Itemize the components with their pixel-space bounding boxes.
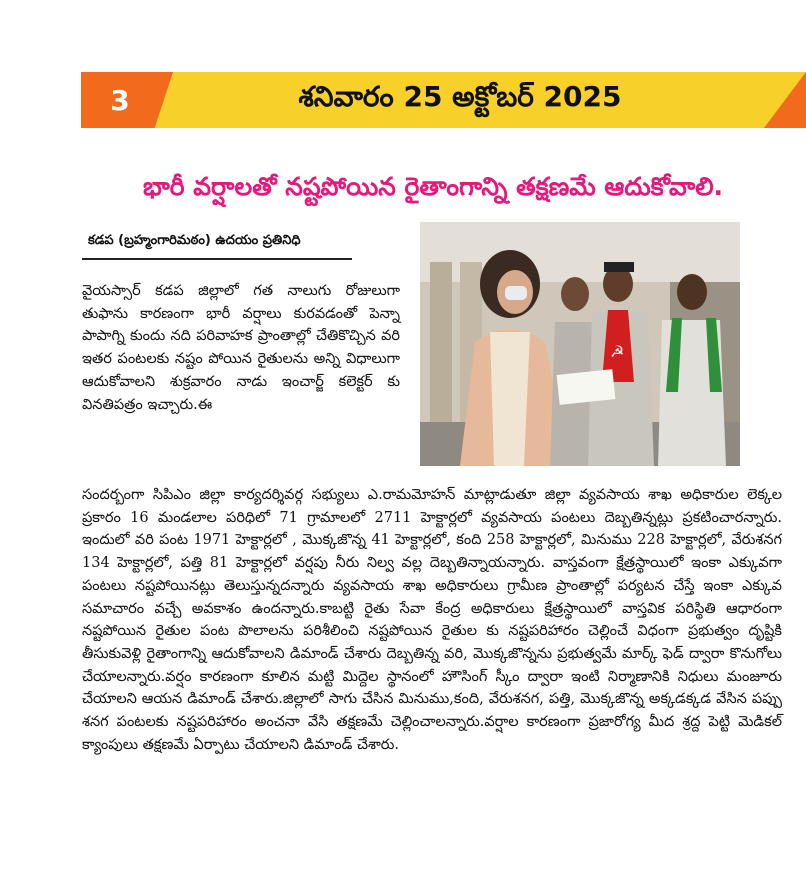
issue-date: శనివారం 25 అక్టోబర్ 2025 — [298, 80, 622, 113]
flag-emblem-icon: ☭ — [610, 342, 625, 361]
byline-divider — [82, 258, 352, 260]
news-photo-icon — [420, 222, 740, 466]
article-byline: కడప (బ్రహ్మంగారిమఠం) ఉదయం ప్రతినిధి — [88, 233, 301, 248]
article-lede: వైయస్సార్ కడప జిల్లాలో గత నాలుగు రోజులుగా తుఫాను కారణంగా భారీ వర్షాలు కురవడంతో పెన్నా పాపాగ్ని కుందు నది పరివాహక ప్రాంతాల్లో చేతికొచ్చిన వరి ఇతర పంటలకు నష్టం పోయిన రైతులను అన్ని విధాలుగా ఆదుకోవాలని శుక్రవారం నాడు ఇంచార్జ్ కలెక్టర్ కు వినతిపత్రం ఇచ్చారు.ఈ — [82, 283, 400, 413]
news-photo-illustration — [420, 222, 740, 466]
article-body: సందర్బంగా సిపిఎం జిల్లా కార్యదర్శివర్గ సభ్యులు ఎ.రామమోహన్ మాట్లాడుతూ జిల్లా వ్యవసాయ శాఖ అధికారుల లెక్కల ప్రకారం 16 మండలాల పరిధిలో 71 గ్రామాలలో 2711 హెక్టార్లలో వ్యవసాయ పంటలు దెబ్బతిన్నట్లు ప్రకటించారన్నారు. ఇందులో వరి పంట 1971 హెక్టార్లలో , మొక్కజొన్న 41 హెక్టార్లలో, కంది 258 హెక్టార్లలో, మినుము 228 హెక్టార్లలో, వేరుశనగ 134 హెక్టార్లలో, పత్తి 81 హెక్టార్లలో వర్షపు నీరు నిల్వ వల్ల దెబ్బతిన్నాయన్నారు. వాస్తవంగా క్షేత్రస్థాయిలో ఇంకా ఎక్కువగా పంటలు నష్టపోయినట్లు తెలుస్తున్నదన్నారు వ్యవసాయ శాఖ అధికారులు గ్రామీణ ప్రాంతాల్లో పర్యటన చేస్తే ఇంకా ఎక్కువ సమాచారం వచ్చే అవకాశం ఉందన్నారు.కాబట్టి రైతు సేవా కేంద్ర అధికారులు క్షేత్రస్థాయిలో వాస్తవిక పరిస్థితి ఆధారంగా నష్టపోయిన రైతుల పంట పొలాలను పరిశీలించి నష్టపోయిన రైతుల కు నష్టపరిహారం చెల్లించే విధంగా ప్రభుత్వం దృష్టికి తీసుకువెళ్లి రైతాంగాన్ని ఆదుకోవాలని డిమాండ్ చేశారు దెబ్బతిన్న వరి, మొక్కజొన్నను ప్రభుత్వమే మార్క్ ఫెడ్ ద్వారా కొనుగోలు చేయాలన్నారు.వర్షం కారణంగా కూలిన మట్టి మిద్దెల స్థానంలో హౌసింగ్ స్కీం ద్వారా ఇంటి నిర్మాణానికి నిధులు మంజూరు చేయాలని ఆయన డిమాండ్ చేశారు.జిల్లాలో సాగు చేసిన మినుము,కంది, వేరుశనగ, పత్తి, మొక్కజొన్న అక్కడక్కడ వేసిన పప్పు శనగ పంటలకు నష్టపరిహారం అంచనా వేసి తక్షణమే చెల్లించాలన్నారు.వర్షాల కారణంగా ప్రజారోగ్య మీద శ్రద్ద పెట్టి మెడికల్ క్యాంపులు తక్షణమే ఏర్పాటు చేయాలని డిమాండ్ చేశారు. — [82, 487, 782, 753]
page-number: 3 — [110, 84, 130, 117]
article-headline: భారీ వర్షాలతో నష్టపోయిన రైతాంగాన్ని తక్షణమే ఆదుకోవాలి. — [142, 172, 724, 201]
